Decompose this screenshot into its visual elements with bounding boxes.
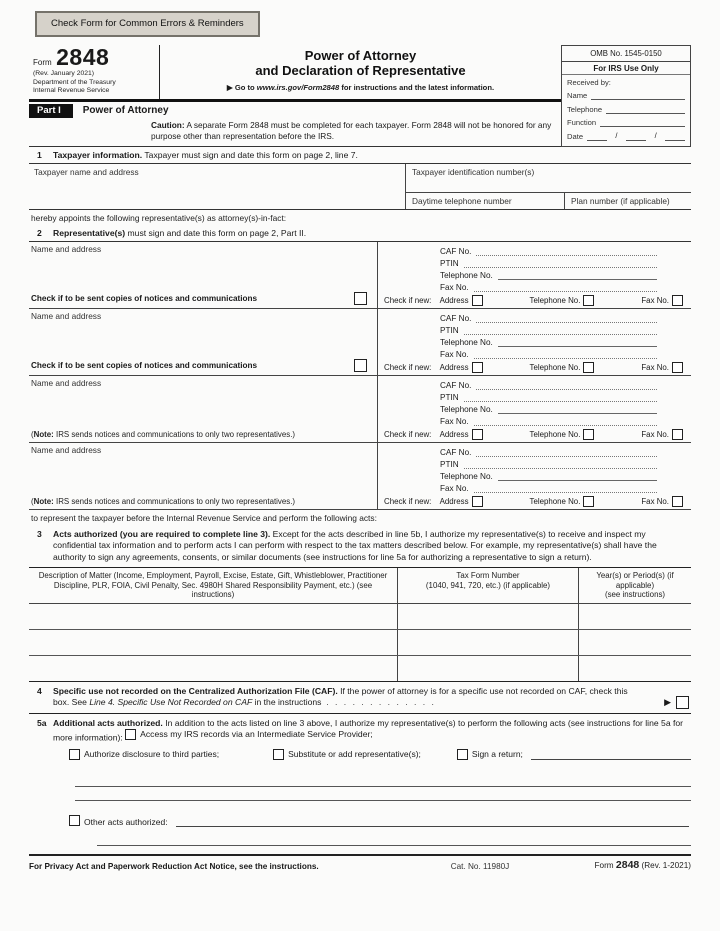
irs-telephone-label: Telephone [567,104,603,114]
date-slash: / [615,130,618,140]
col-years-header: Year(s) or Period(s) (if applicable) (see instructions) [596,571,674,599]
rep2-copies-label: Check if to be sent copies of notices and communications [31,360,258,370]
rep2-caf-label: CAF No. [440,313,472,323]
form-header [29,45,691,147]
other-acts-continuation-line[interactable] [97,831,691,846]
rep2-new-fax-label: Fax No. [641,362,669,372]
rep1-copies-checkbox[interactable] [354,292,367,305]
representative-block-4 [29,443,691,510]
irs-date-label: Date [567,131,584,141]
rep4-new-address-label: Address [439,496,469,506]
line2-number: 2 [37,227,42,238]
goto-suffix: for instructions and the latest information. [339,83,495,92]
rep2-new-telephone-checkbox[interactable] [583,362,594,373]
caution-text: Caution: A separate Form 2848 must be completed for each taxpayer. Form 2848 will not be honored for any purpose other than representation before the IRS. [29,119,561,147]
line4-number: 4 [37,685,42,696]
line1-taxpayer-information: 1 Taxpayer information. Taxpayer must sign and date this form on page 2, line 7. [29,147,691,163]
rep1-new-address-label: Address [439,295,469,305]
rep1-copies-label: Check if to be sent copies of notices and communications [31,293,258,303]
irs-date-field2[interactable] [626,131,646,141]
rep1-telephone-field[interactable] [498,270,657,280]
rep4-caf-label: CAF No. [440,447,472,457]
rep2-ptin-field[interactable] [464,325,657,335]
date-slash: / [654,130,657,140]
rep3-new-telephone-checkbox[interactable] [583,429,594,440]
description-cell[interactable] [29,604,398,629]
sign-return-field[interactable] [531,749,691,760]
rep1-fax-field[interactable] [474,282,657,292]
goto-instructions-line [160,83,561,92]
rep1-new-telephone-label: Telephone No. [529,295,581,305]
rep3-name-address-cell[interactable]: Name and address [31,377,102,388]
form-2848-page [29,0,691,871]
rep2-checknew-label: Check if new: [384,362,432,372]
represent-taxpayer-text: to represent the taxpayer before the Internal Revenue Service and perform the following acts: [31,512,377,523]
tax-form-cell[interactable] [398,604,579,629]
rep2-new-address-label: Address [439,362,469,372]
line5a-number: 5a [37,717,47,728]
years-cell[interactable] [579,604,691,629]
tax-matters-table [29,567,691,682]
representative-block-2 [29,309,691,376]
rep3-telephone-field[interactable] [498,404,657,414]
line3-acts-authorized: 3 Acts authorized (you are required to complete line 3). Except for the acts described in line 5b, I authorize my representative(s) to receive and inspect my confidential tax information and to perform acts I can perform with respect to the tax matters described below. For example, my representative(s) shall have the authority to sign any agreements, consents, or similar documents (see instructions for line 5a for authorizing a representative to sign a return). [29,525,691,568]
dot-leaders: . . . . . . . . . . . . . [326,697,436,707]
col-tax-form-header: Tax Form Number (1040, 941, 720, etc.) (if applicable) [398,568,579,603]
rep3-ptin-label: PTIN [440,392,459,402]
page-title-line1: Power of Attorney [304,48,417,63]
rep4-checknew-label: Check if new: [384,496,432,506]
form-id-block [29,45,160,99]
line1-number: 1 [37,149,42,160]
irs-use-only-box [561,45,691,147]
omb-number: OMB No. 1545-0150 [562,46,690,62]
rep1-fax-label: Fax No. [440,282,469,292]
line4-specific-use: 4 Specific use not recorded on the Centralized Authorization File (CAF). If the power of attorney is for a specific use not recorded on CAF, check this box. See Line 4. Specific Use Not Recorded on CAF in the instructions . . . . . . . . . . . . . ▶ [29,682,691,714]
irs-use-only-label: For IRS Use Only [562,62,690,75]
irs-name-label: Name [567,91,588,100]
privacy-act-notice: For Privacy Act and Paperwork Reduction Act Notice, see the instructions. [29,861,319,871]
form-word: Form [33,58,52,67]
description-cell[interactable] [29,656,398,681]
rep3-telephone-label: Telephone No. [440,404,493,414]
taxpayer-tin-cell[interactable]: Taxpayer identification number(s) [406,164,691,193]
years-cell[interactable] [579,630,691,655]
sign-return-label: Sign a return; [471,749,523,760]
rep2-new-fax-checkbox[interactable] [672,362,683,373]
rep1-new-address-checkbox[interactable] [472,295,483,306]
rep1-ptin-field[interactable] [464,258,657,268]
rep1-new-fax-label: Fax No. [641,295,669,305]
rep2-ptin-label: PTIN [440,325,459,335]
irs-function-field[interactable] [600,117,685,127]
table-row [29,604,691,630]
rep3-checknew-label: Check if new: [384,429,432,439]
hereby-appoints-text: hereby appoints the following representative(s) as attorney(s)-in-fact: [31,212,287,223]
form-number: 2848 [56,44,110,70]
col-description-header: Description of Matter (Income, Employment, Payroll, Excise, Estate, Gift, Whistleblower, Practitioner Discipline, PLR, FOIA, Civil Penalty, Sec. 4980H Shared Responsibility Payment, etc.) (see instructions) [29,568,398,603]
description-cell[interactable] [29,630,398,655]
representative-block-1 [29,241,691,309]
arrow-icon: ▶ [664,696,671,707]
rep3-new-address-checkbox[interactable] [472,429,483,440]
part1-header [29,102,561,119]
part1-title: Power of Attorney [82,105,169,116]
taxpayer-name-address-cell[interactable]: Taxpayer name and address [29,164,406,209]
irs-telephone-field[interactable] [606,104,685,114]
form-dept: Department of the Treasury [33,78,116,86]
irs-date-field1[interactable] [587,131,607,141]
rep4-new-fax-checkbox[interactable] [672,496,683,507]
rep1-checknew-label: Check if new: [384,295,432,305]
rep2-fax-field[interactable] [474,349,657,359]
rep3-new-telephone-label: Telephone No. [529,429,581,439]
received-by-label: Received by: [567,77,611,87]
rep1-new-telephone-checkbox[interactable] [583,295,594,306]
years-cell[interactable] [579,656,691,681]
rep3-note: (Note: IRS sends notices and communications to only two representatives.) [31,429,296,439]
rep4-name-address-cell[interactable]: Name and address [31,444,102,455]
daytime-phone-cell[interactable]: Daytime telephone number [406,193,565,209]
irs-date-field3[interactable] [665,131,685,141]
rep2-new-telephone-label: Telephone No. [529,362,581,372]
substitute-representative-label: Substitute or add representative(s); [288,749,421,760]
tax-form-cell[interactable] [398,656,579,681]
rep4-caf-field[interactable] [476,447,657,457]
rep3-new-fax-checkbox[interactable] [672,429,683,440]
other-acts-checkbox[interactable] [69,815,80,826]
access-irs-records-checkbox[interactable] [125,729,136,740]
rep3-ptin-field[interactable] [464,392,657,402]
substitute-representative-checkbox[interactable] [273,749,284,760]
line3-number: 3 [37,528,42,539]
rep2-telephone-field[interactable] [498,337,657,347]
rep3-caf-field[interactable] [476,380,657,390]
plan-number-cell[interactable]: Plan number (if applicable) [571,195,670,206]
rep4-new-address-checkbox[interactable] [472,496,483,507]
rep3-new-address-label: Address [439,429,469,439]
rep3-caf-label: CAF No. [440,380,472,390]
sign-return-checkbox[interactable] [457,749,468,760]
other-acts-field[interactable] [176,815,689,827]
table-row [29,630,691,656]
line2-representatives: 2 Representative(s) must sign and date this form on page 2, Part II. [29,225,691,241]
irs-name-field[interactable] [591,90,685,100]
rep4-ptin-field[interactable] [464,459,657,469]
rep4-note: (Note: IRS sends notices and communications to only two representatives.) [31,496,296,506]
rep4-fax-label: Fax No. [440,483,469,493]
rep4-new-telephone-label: Telephone No. [529,496,581,506]
rep3-fax-field[interactable] [474,416,657,426]
rep2-copies-checkbox[interactable] [354,359,367,372]
rep2-fax-label: Fax No. [440,349,469,359]
rep1-new-fax-checkbox[interactable] [672,295,683,306]
additional-acts-blank-line-1[interactable] [75,773,691,787]
irs-function-label: Function [567,118,597,127]
authorize-disclosure-checkbox[interactable] [69,749,80,760]
page-title-line2: and Declaration of Representative [255,63,466,78]
rep2-new-address-checkbox[interactable] [472,362,483,373]
rep4-telephone-label: Telephone No. [440,471,493,481]
authorize-disclosure-label: Authorize disclosure to third parties; [84,749,220,760]
rep1-caf-field[interactable] [476,246,657,256]
rep1-caf-label: CAF No. [440,246,472,256]
tax-form-cell[interactable] [398,630,579,655]
arrow-icon: ▶ Go to [226,83,257,92]
check-errors-button[interactable]: Check Form for Common Errors & Reminders [35,11,260,37]
rep2-caf-field[interactable] [476,313,657,323]
rep4-ptin-label: PTIN [440,459,459,469]
form-irs: Internal Revenue Service [33,87,110,94]
form-revision: (Rev. January 2021) [33,70,95,77]
rep4-telephone-field[interactable] [498,471,657,481]
rep1-telephone-label: Telephone No. [440,270,493,280]
other-acts-label: Other acts authorized: [84,816,168,827]
form-reference: Form 2848 (Rev. 1-2021) [594,858,691,871]
representative-block-3 [29,376,691,443]
rep1-name-address-cell[interactable]: Name and address [31,243,102,254]
part1-badge: Part I [29,104,73,118]
form-url-link[interactable]: www.irs.gov/Form2848 [256,83,340,92]
access-irs-records-label: Access my IRS records via an Intermediate Service Provider; [140,729,373,739]
rep3-fax-label: Fax No. [440,416,469,426]
rep4-new-fax-label: Fax No. [641,496,669,506]
rep3-new-fax-label: Fax No. [641,429,669,439]
additional-acts-blank-line-2[interactable] [75,787,691,801]
rep2-name-address-cell[interactable]: Name and address [31,310,102,321]
page-footer [29,854,691,871]
table-row [29,656,691,681]
rep2-telephone-label: Telephone No. [440,337,493,347]
line5a-additional-acts: 5a Additional acts authorized. In addition to the acts listed on line 3 above, I authorize my representative(s) to perform the following acts (see instructions for line 5a for more information): Access my IRS records via an Intermediate Service Provider; Authorize disclosure to third parties; Substitute or add representative(s); Sign a return; Other acts authorized: [29,714,691,846]
catalog-number: Cat. No. 11980J [450,861,510,871]
rep4-fax-field[interactable] [474,483,657,493]
rep1-ptin-label: PTIN [440,258,459,268]
taxpayer-info-table [29,163,691,210]
line4-checkbox[interactable] [676,696,689,709]
rep4-new-telephone-checkbox[interactable] [583,496,594,507]
